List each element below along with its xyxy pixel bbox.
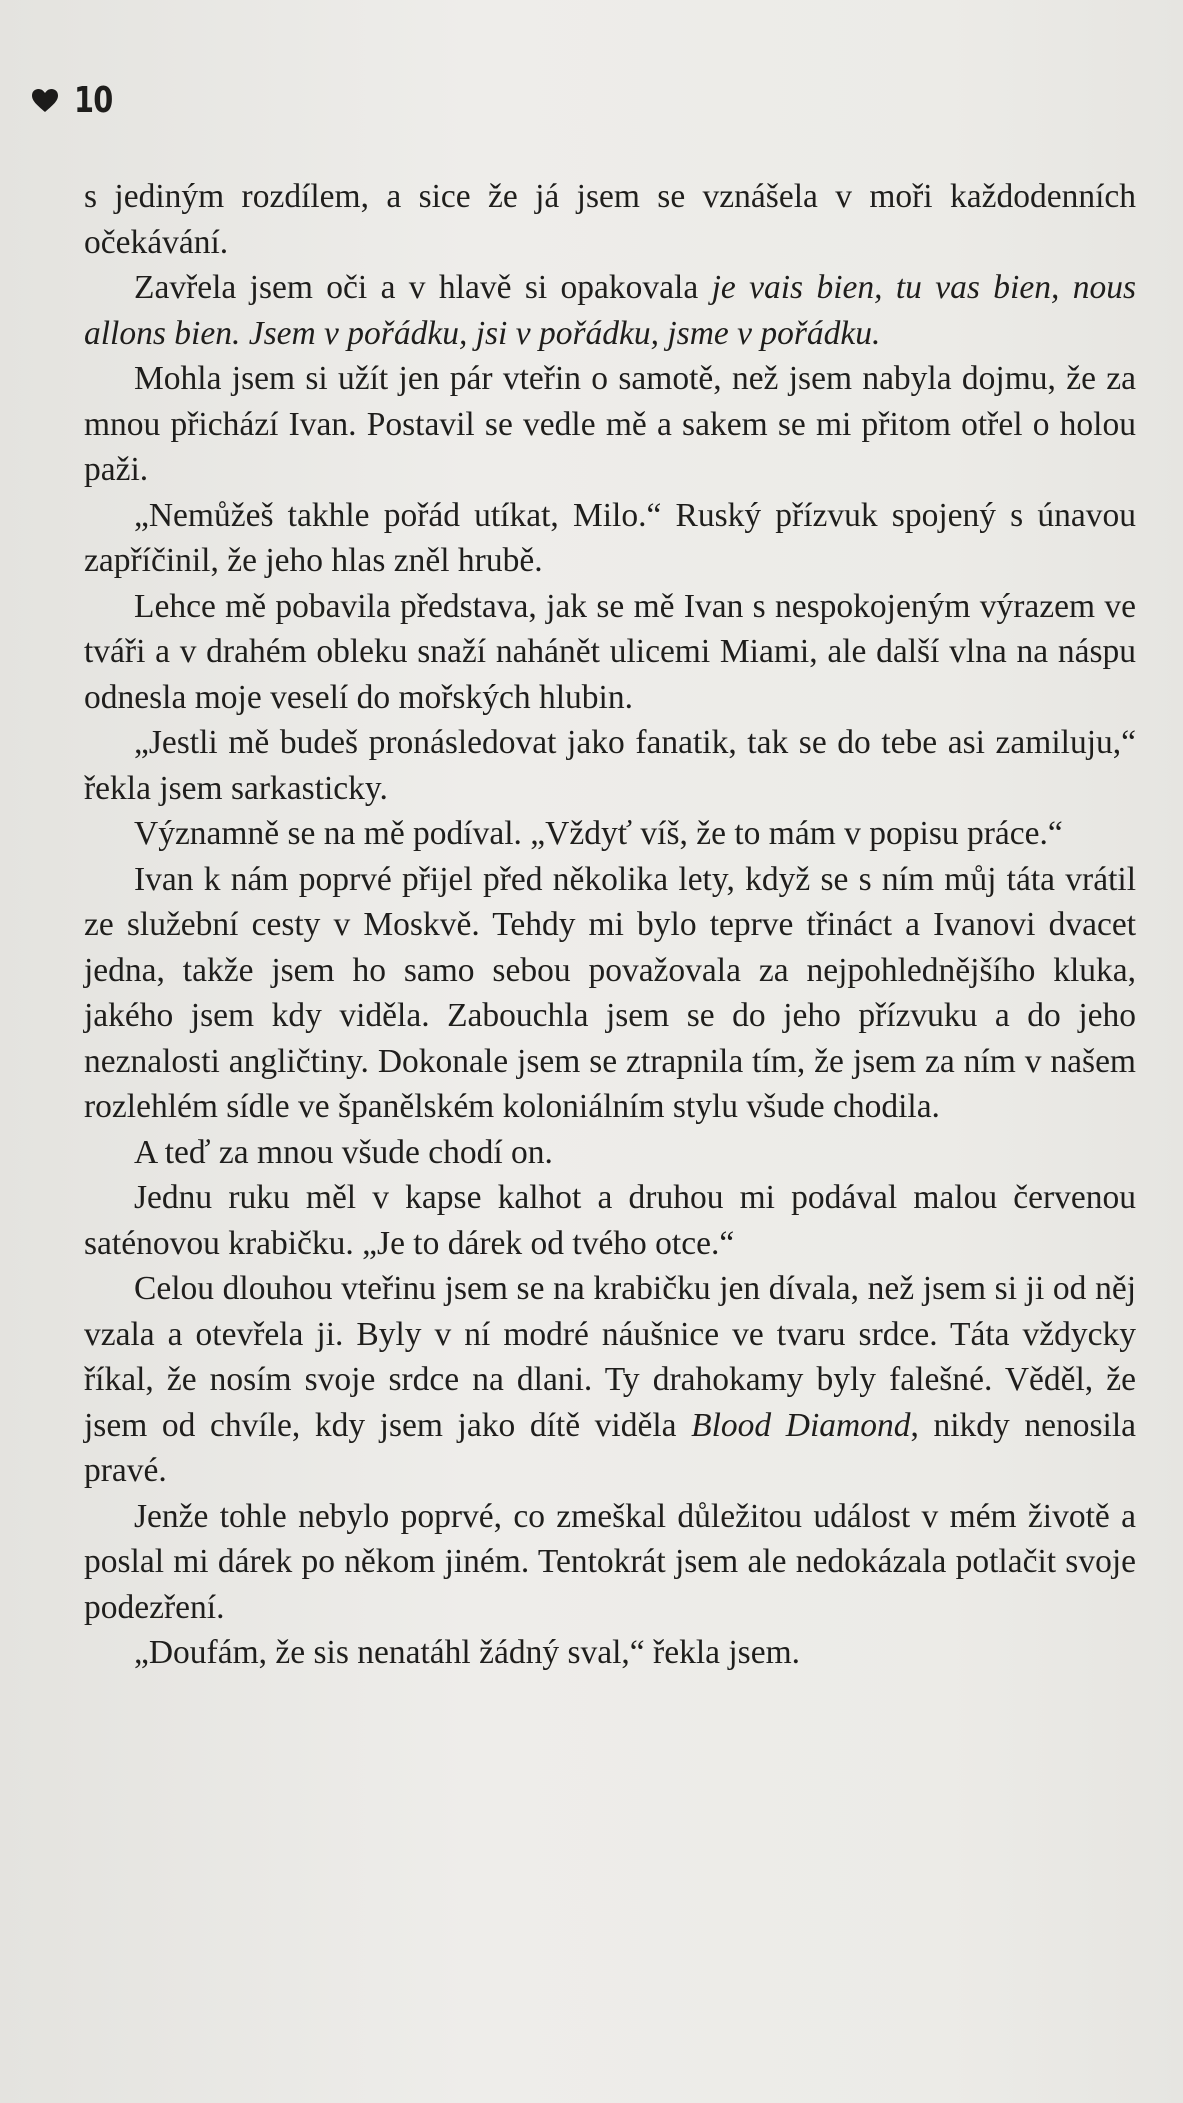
body-text: [84, 174, 1136, 1676]
paragraph: „Jestli mě budeš pronásledovat jako fanatik, tak se do tebe asi zamiluju,“ řekla jsem sarkasticky.: [84, 724, 1136, 807]
paragraph: A teď za mnou všude chodí on.: [134, 1133, 553, 1171]
heart-icon: [32, 89, 58, 113]
paragraph: Celou dlouhou vteřinu jsem se na krabičku jen dívala, než jsem si ji od něj vzala a otevřela ji. Byly v ní modré náušnice ve tvaru srdce. Táta vždycky říkal, že nosím svoje srdce na dlani. Ty drahokamy byly falešné. Věděl, že jsem od chvíle, kdy jsem jako dítě viděla Blood Diamond, nikdy nenosila pravé.: [84, 1270, 1137, 1489]
paragraph: s jediným rozdílem, a sice že já jsem se vznášela v moři každodenních očekávání.: [84, 178, 1136, 261]
paragraph: Ivan k nám poprvé přijel před několika lety, když se s ním můj táta vrátil ze služební cesty v Moskvě. Tehdy mi bylo teprve třináct a Ivanovi dvacet jedna, takže jsem ho samo sebou považovala za nejpohlednějšího kluka, jakého jsem kdy viděla. Zabouchla jsem se do jeho přízvuku a do jeho neznalosti angličtiny. Dokonale jsem se ztrapnila tím, že jsem za ním v našem rozlehlém sídle ve španělském koloniálním stylu všude chodila.: [84, 860, 1136, 1125]
page-header: [32, 80, 122, 121]
italic-phrase: je vais bien, tu vas bien, nous allons bien. Jsem v pořádku, jsi v pořádku, jsme v pořádku.: [84, 269, 1137, 352]
paragraph: „Nemůžeš takhle pořád utíkat, Milo.“ Ruský přízvuk spojený s únavou zapříčinil, že jeho hlas zněl hrubě.: [84, 496, 1136, 579]
paragraph: „Doufám, že sis nenatáhl žádný sval,“ řekla jsem.: [134, 1634, 801, 1671]
paragraph: Mohla jsem si užít jen pár vteřin o samotě, než jsem nabyla dojmu, že za mnou přichází Ivan. Postavil se vedle mě a sakem se mi přitom otřel o holou paži.: [84, 360, 1136, 488]
paragraph: Lehce mě pobavila představa, jak se mě Ivan s nespokojeným výrazem ve tváři a v drahém obleku snaží nahánět ulicemi Miami, ale další vlna na náspu odnesla moje veselí do mořských hlubin.: [84, 587, 1136, 716]
page-number: 10: [74, 80, 113, 121]
paragraph: Zavřela jsem oči a v hlavě si opakovala je vais bien, tu vas bien, nous allons bien. Jsem v pořádku, jsi v pořádku, jsme v pořádku.: [84, 269, 1137, 352]
italic-title: Blood Diamond: [691, 1406, 911, 1444]
paragraph: Jednu ruku měl v kapse kalhot a druhou mi podával malou červenou saténovou krabičku. „Je to dárek od tvého otce.“: [84, 1179, 1136, 1262]
paragraph: Jenže tohle nebylo poprvé, co zmeškal důležitou událost v mém životě a poslal mi dárek po někom jiném. Tentokrát jsem ale nedokázala potlačit svoje podezření.: [84, 1497, 1136, 1626]
paragraph: Významně se na mě podíval. „Vždyť víš, že to mám v popisu práce.“: [134, 815, 1063, 852]
